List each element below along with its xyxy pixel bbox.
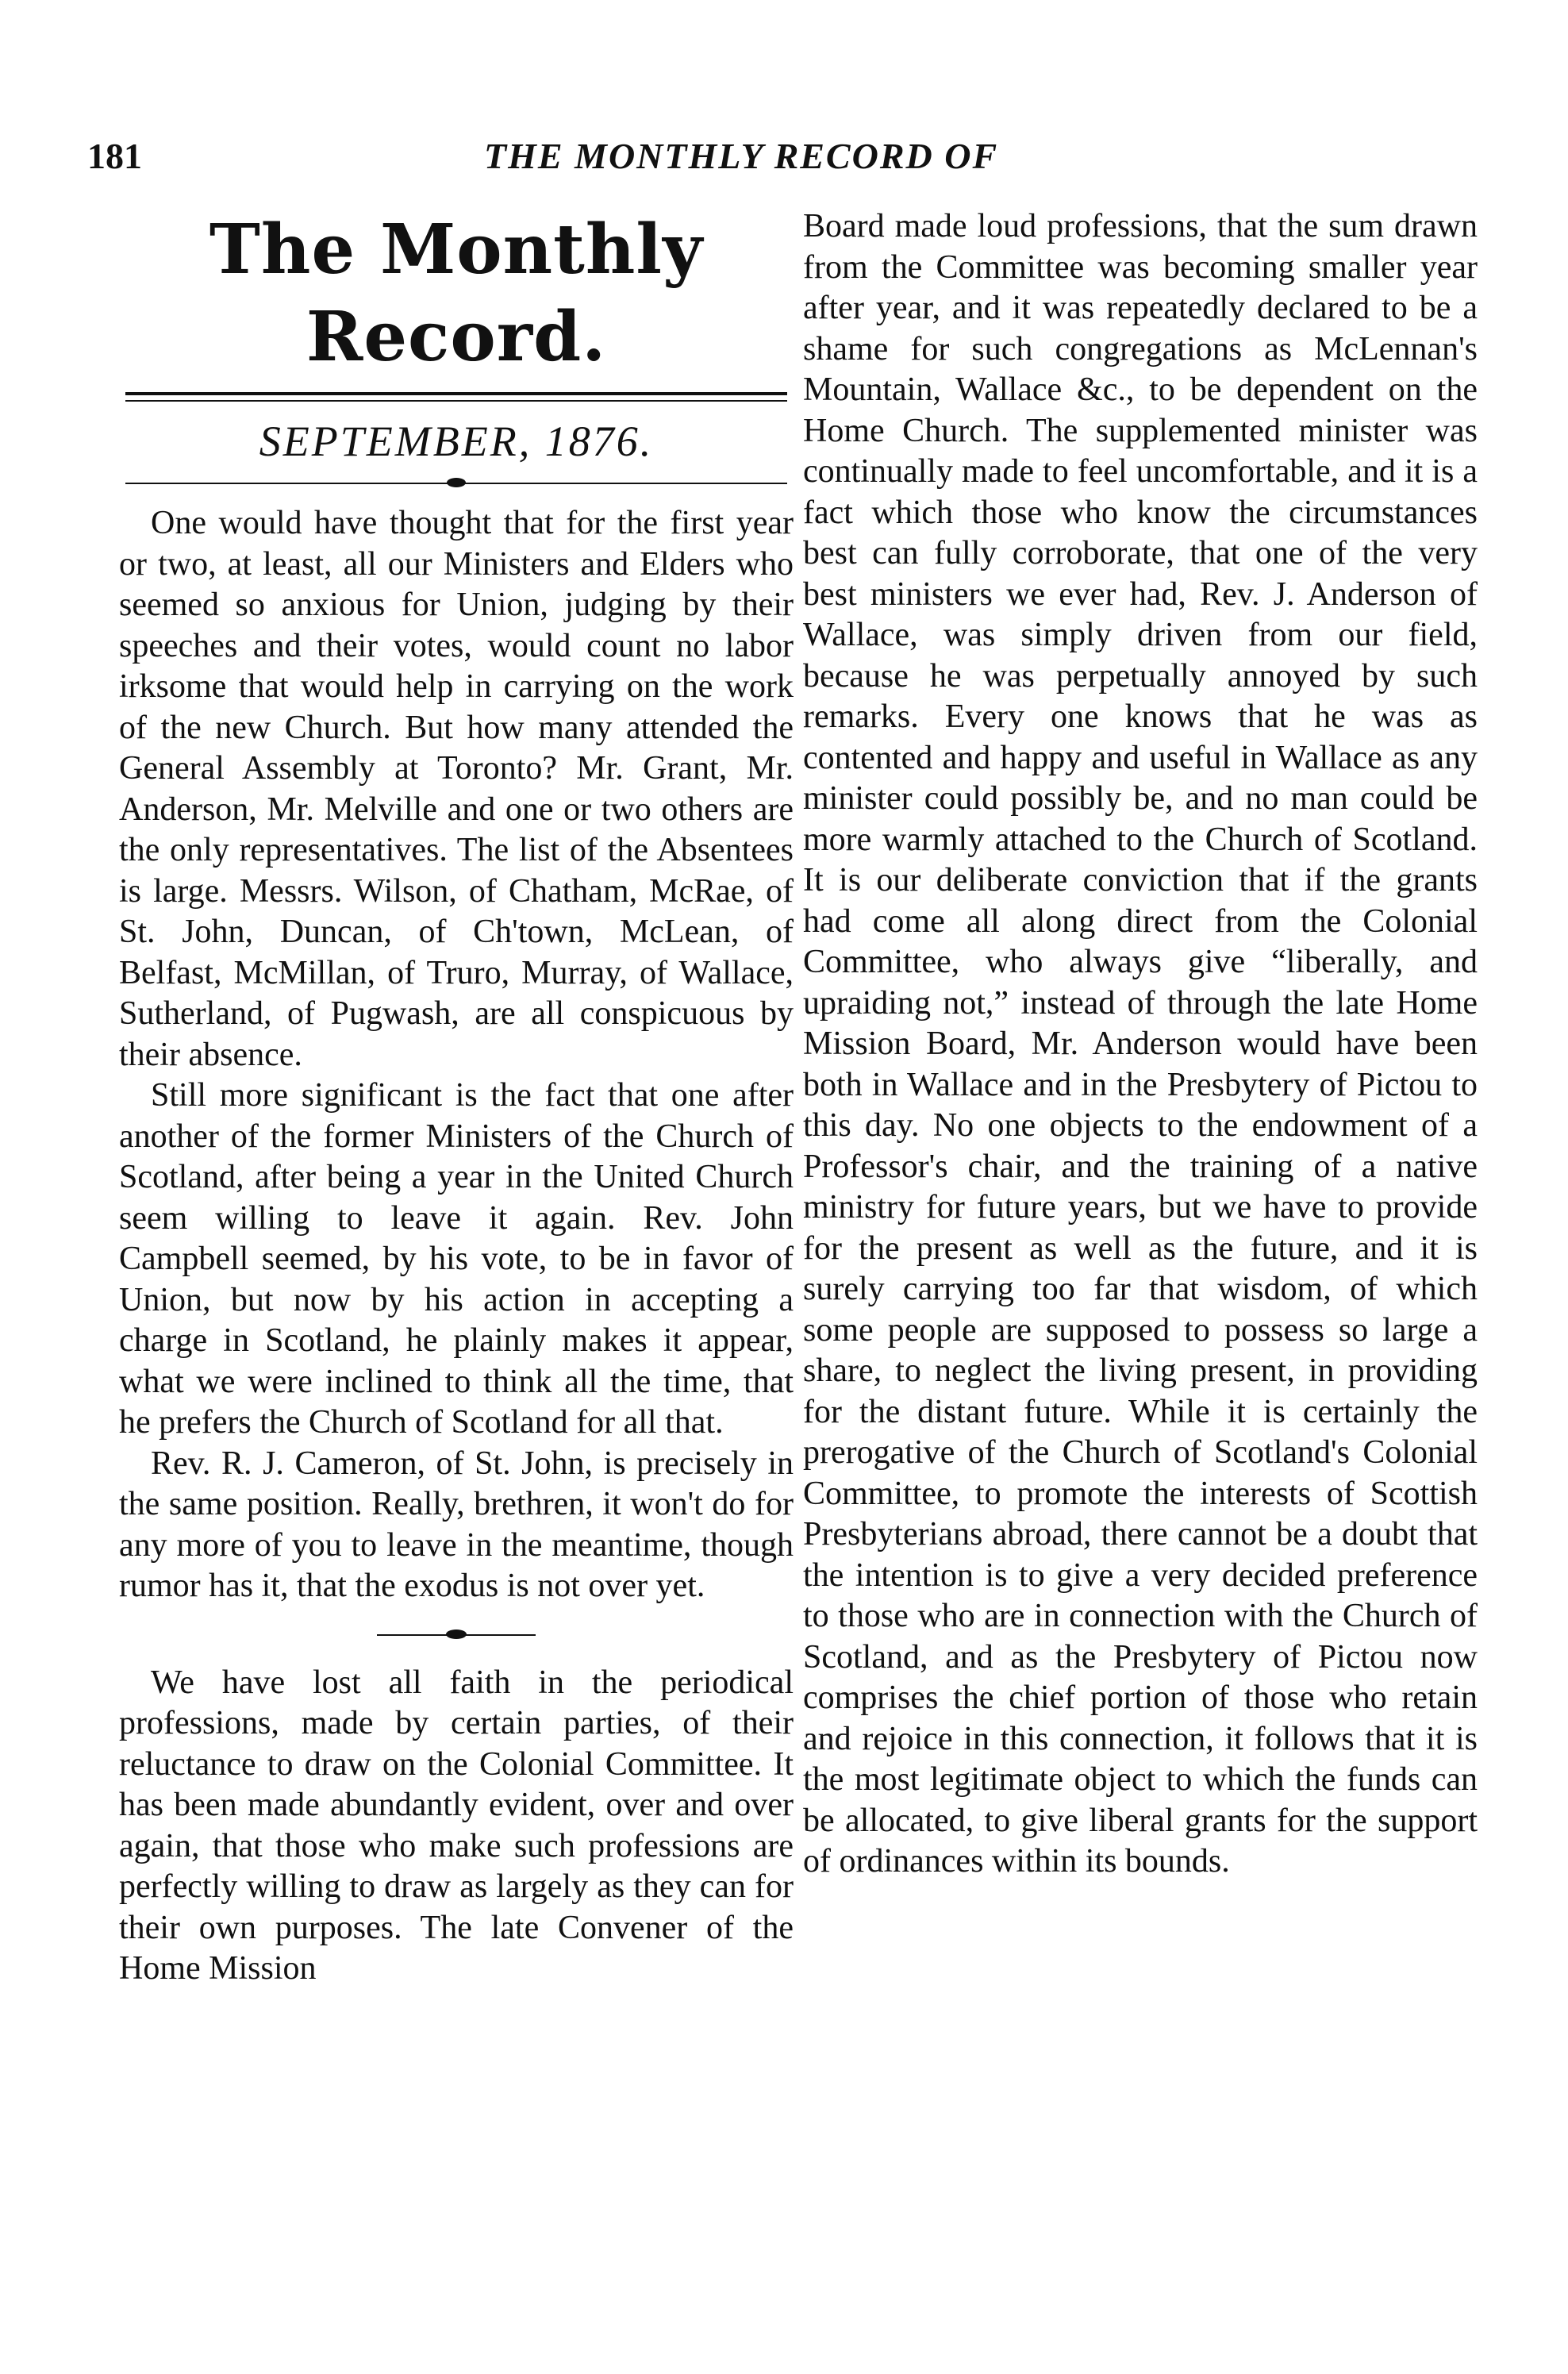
paragraph: Rev. R. J. Cameron, of St. John, is precisely in the same position. Really, brethren, it won't do for any more of you to leave in the meantime, though rumor has it, that the exodus is not over yet. [119, 1445, 794, 1604]
paragraph: We have lost all faith in the periodical professions, made by certain parties, of their reluctance to draw on the Colonial Committee. It has been made abundantly evident, over and over again, that those who make such professions are perfectly willing to draw as largely as they can for their own purposes. The late Convener of the Home Mission [119, 1664, 794, 1987]
left-column [119, 198, 794, 1990]
paragraph-continued: Board made loud professions, that the sum drawn from the Committee was becoming smaller year after year, and it was repeatedly declared to be a shame for such congregations as McLennan's Mountain, Wallace &c., to be dependent on the Home Church. The supplemented minister was continually made to feel uncomfortable, and it is a fact which those who know the circumstances best can fully corroborate, that one of the very best ministers we ever had, Rev. J. Anderson of Wallace, was simply driven from our field, because he was perpetually annoyed by such remarks. Every one knows that he was as contented and happy and useful in Wallace as any minister could possibly be, and no man could be more warmly attached to the Church of Scotland. It is our deliberate conviction that if the grants had come all along direct from the Colonial Committee, who always give “liberally, and upraiding not,” instead of through the late Home Mission Board, Mr. Anderson would have been both in Wallace and in the Presbytery of Pictou to this day. No one objects to the endowment of a Professor's chair, and the training of a native ministry for future years, but we have to provide for the present as well as the future, and it is surely carrying too far that wisdom, of which some people are supposed to possess so large a share, to neglect the living present, in providing for the distant future. While it is certainly the prerogative of the Church of Scotland's Colonial Committee, to promote the interests of Scottish Presbyterians abroad, there cannot be a doubt that the intention is to give a very decided preference to those who are in connection with the Church of Scotland, and as the Presbytery of Pictou now comprises the chief portion of those who retain and rejoice in this connection, it follows that it is the most legitimate object to which the funds can be allocated, to give liberal grants for the support of ordinances within its bounds. [803, 208, 1478, 1880]
paragraph: Still more significant is the fact that one after another of the former Ministers of the Church of Scotland, after being a year in the United Church seem willing to leave it again. Rev. John Campbell seemed, by his vote, to be in favor of Union, but now by his action in accepting a charge in Scotland, he plainly makes it appear, what we were inclined to think all the time, that he prefers the Church of Scotland for all that. [119, 1077, 794, 1441]
divider-dot [446, 1629, 467, 1639]
page-number: 181 [87, 136, 142, 176]
right-column [803, 206, 1478, 1883]
running-head [87, 135, 1516, 183]
ornament-rule [125, 475, 787, 492]
masthead-rule-thin [125, 400, 787, 402]
dateline: SEPTEMBER, 1876. [259, 417, 654, 465]
masthead-title: The Monthly Record. [209, 210, 704, 377]
paragraph: One would have thought that for the first year or two, at least, all our Ministers and Elders who seemed so anxious for Union, judging by their speeches and their votes, would count no labor irksome that would help in carrying on the work of the new Church. But how many attended the General Assembly at Toronto? Mr. Grant, Mr. Anderson, Mr. Melville and one or two others are the only representatives. The list of the Absentees is large. Messrs. Wilson, of Chatham, McRae, of St. John, Duncan, of Ch'town, McLean, of Belfast, McMillan, of Truro, Murray, of Wallace, Sutherland, of Pugwash, are all conspicuous by their absence. [119, 505, 794, 1073]
running-title: THE MONTHLY RECORD OF [484, 136, 999, 176]
ornament-dot [447, 478, 466, 487]
section-divider [377, 1626, 536, 1644]
masthead-rule [125, 392, 787, 395]
